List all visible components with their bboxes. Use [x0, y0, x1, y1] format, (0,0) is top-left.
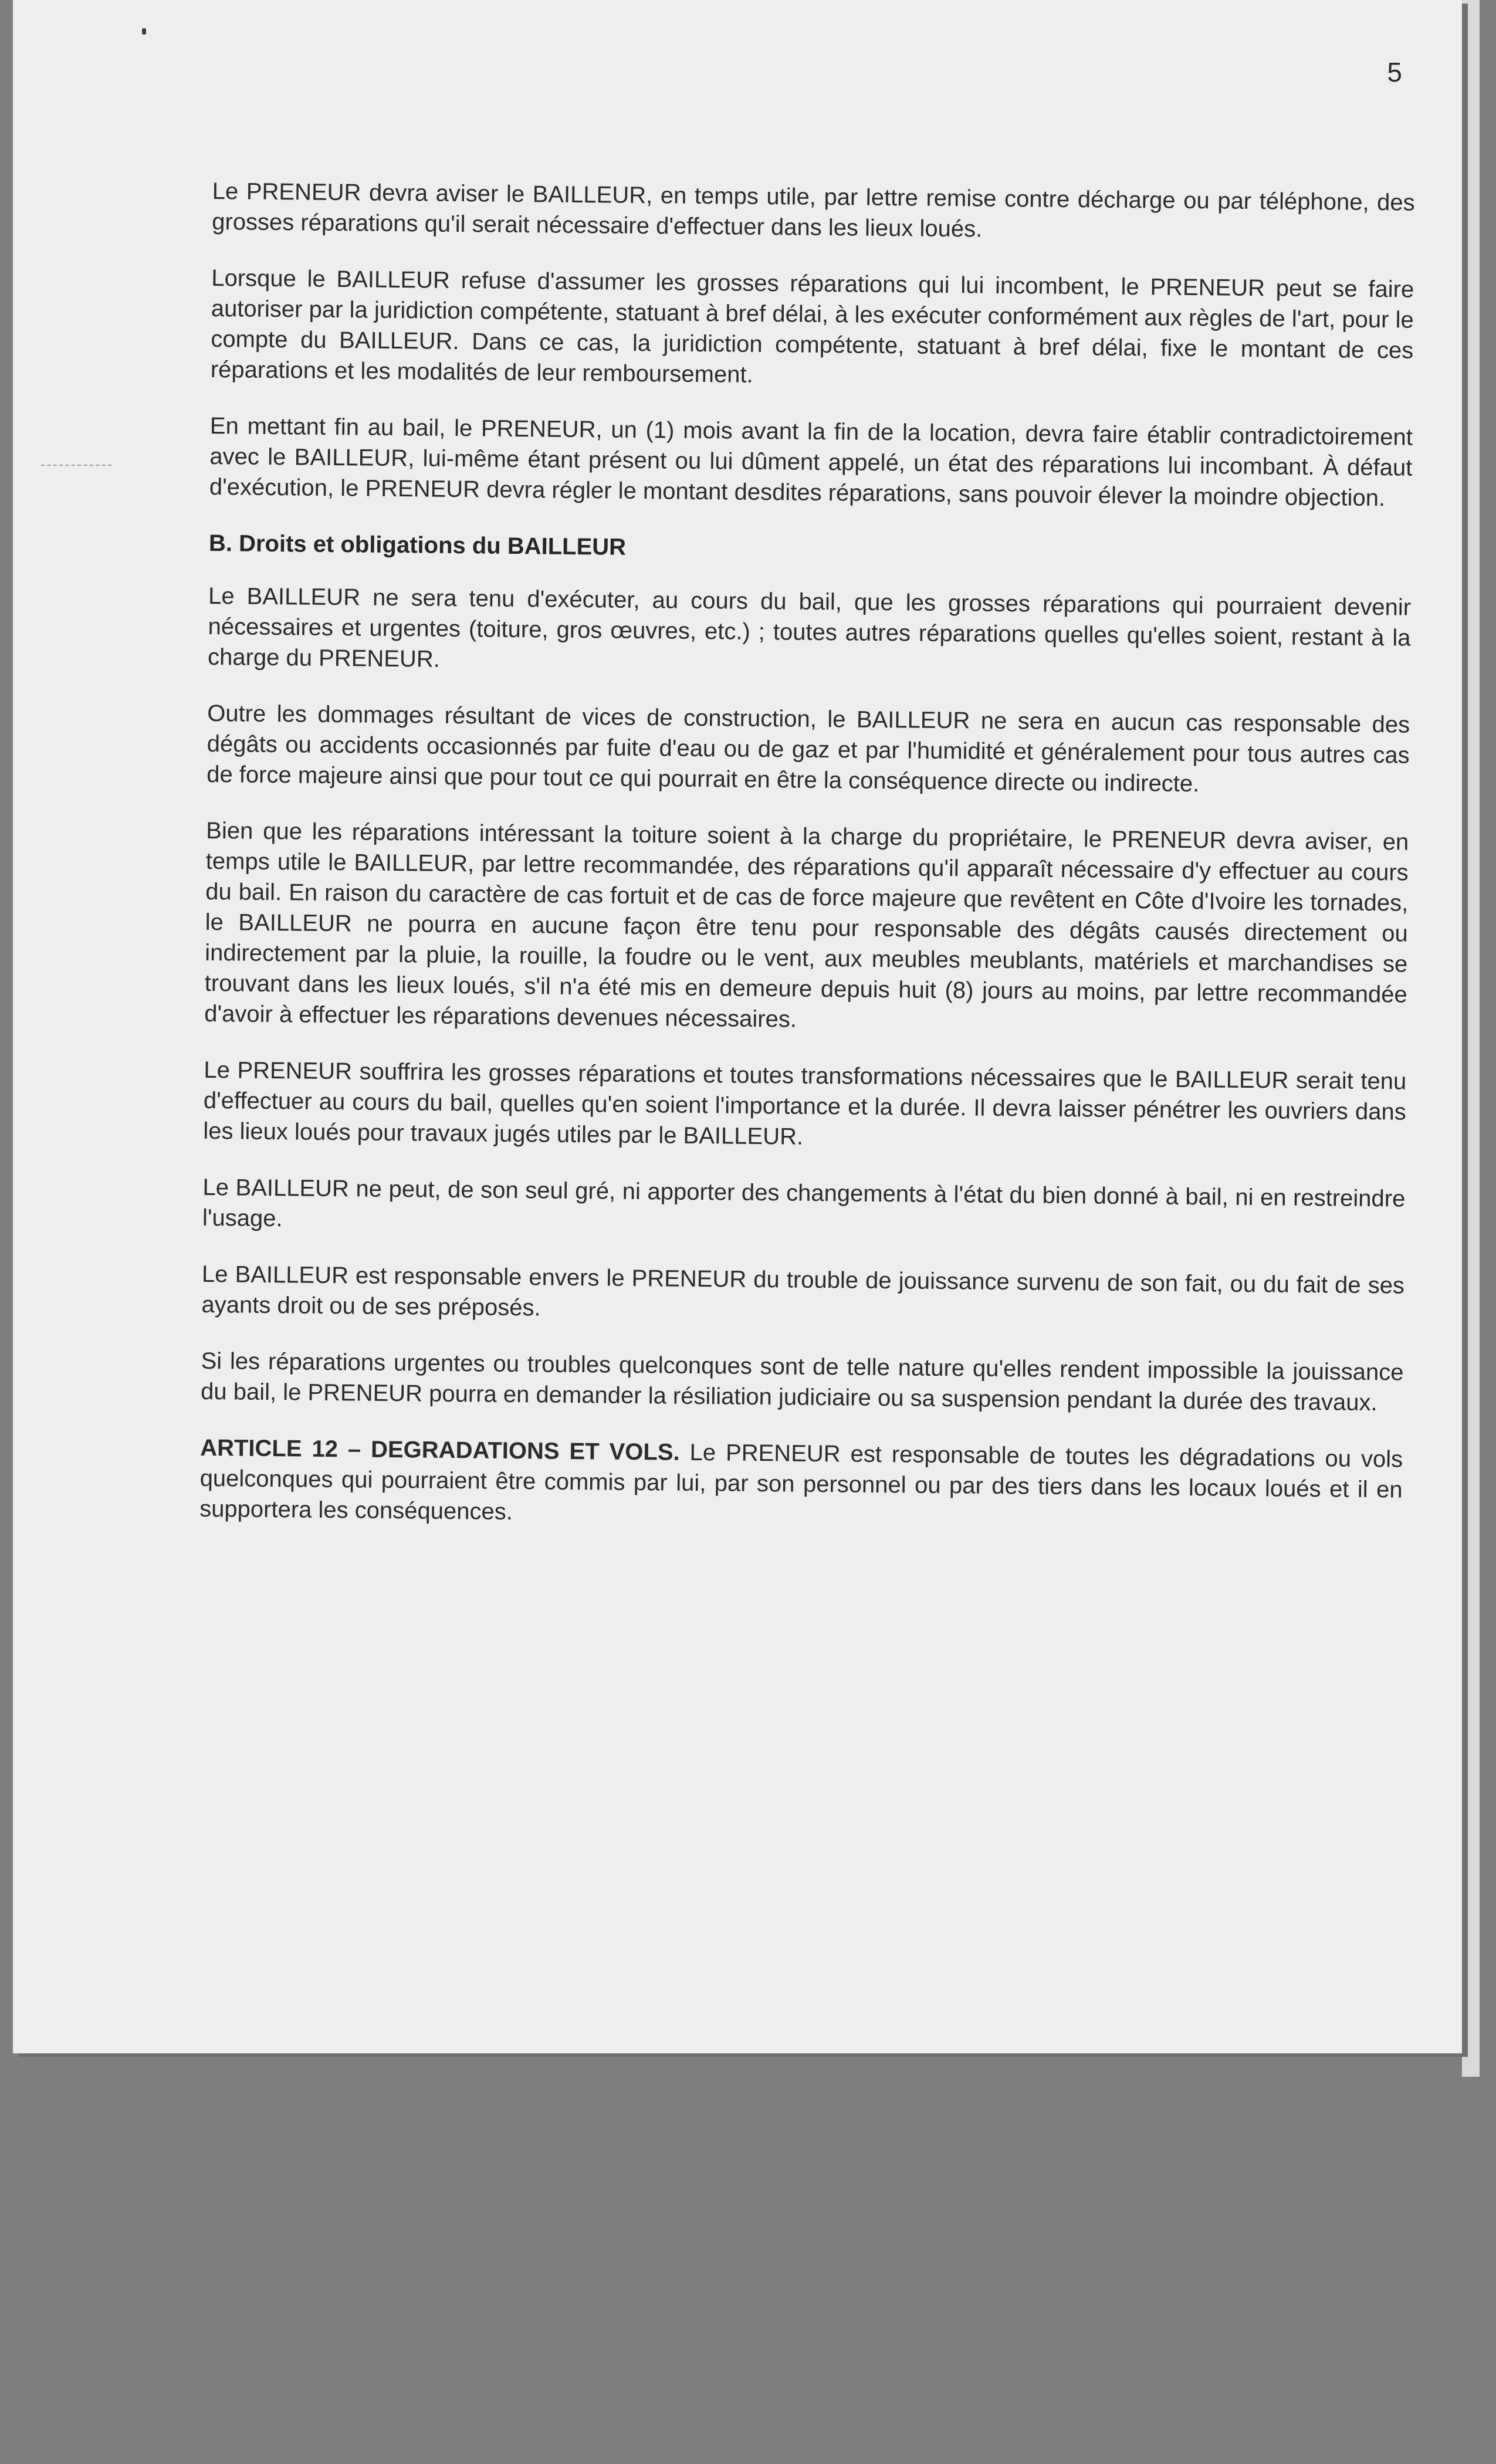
paragraph-refus-bailleur: Lorsque le BAILLEUR refuse d'assumer les grosses réparations qui lui incombent, le PRENEUR peut se faire autoriser par la juridiction compétente, statuant à bref délai, à les exécuter conformément aux règles de l'art, pour le compte du BAILLEUR. Dans ce cas, la juridiction compétente, statuant à bref délai, fixe le montant de ces réparations et les modalités de leur remboursement.	[210, 265, 1414, 388]
paragraph-resiliation: Si les réparations urgentes ou troubles quelconques sont de telle nature qu'elles rendent impossible la jouissance du bail, le PRENEUR pourra en demander la résiliation judiciaire ou sa suspension pendant la durée des travaux.	[200, 1348, 1404, 1416]
article-12-title: ARTICLE 12 – DEGRADATIONS ET VOLS.	[199, 1434, 680, 1465]
paragraph-dommages: Outre les dommages résultant de vices de construction, le BAILLEUR ne sera en aucun cas responsable des dégâts ou accidents occasionnés par fuite d'eau ou de gaz et par l'humidité et généralement pour tous autres cas de force majeure ainsi que pour tout ce qui pourrait en être la conséquence directe ou indirecte.	[206, 700, 1410, 797]
scanned-page	[13, 0, 1462, 2053]
paragraph-preneur-avis: Le PRENEUR devra aviser le BAILLEUR, en temps utile, par lettre remise contre décharge ou par téléphone, des grosses réparations qu'il serait nécessaire d'effectuer dans les lieux loués.	[212, 178, 1415, 242]
paragraph-transformations: Le PRENEUR souffrira les grosses réparations et toutes transformations nécessaires que le BAILLEUR serait tenu d'effectuer au cours du bail, quelles qu'en soient l'importance et la durée. Il devra laisser pénétrer les ouvriers dans les lieux loués pour travaux jugés utiles par le BAILLEUR.	[203, 1057, 1407, 1150]
paper-edge	[1462, 0, 1480, 2077]
scan-speck	[142, 28, 146, 35]
paragraph-fin-bail: En mettant fin au bail, le PRENEUR, un (1) mois avant la fin de la location, devra faire établir contradictoirement avec le BAILLEUR, lui-même étant présent ou lui dûment appelé, un état des réparations lui incombant. À défaut d'exécution, le PRENEUR devra régler le montant desdites réparations, sans pouvoir élever la moindre objection.	[209, 412, 1413, 512]
paragraph-trouble-jouissance: Le BAILLEUR est responsable envers le PRENEUR du trouble de jouissance survenu de son fait, ou du fait de ses ayants droit ou de ses préposés.	[201, 1261, 1405, 1321]
section-b-heading: B. Droits et obligations du BAILLEUR	[208, 530, 627, 560]
paragraph-grosses-reparations: Le BAILLEUR ne sera tenu d'exécuter, au cours du bail, que les grosses réparations qui pourraient devenir nécessaires et urgentes (toiture, gros œuvres, etc.) ; toutes autres réparations quelles qu'elles soient, restant à la charge du PRENEUR.	[207, 583, 1412, 672]
paragraph-toiture: Bien que les réparations intéressant la toiture soient à la charge du propriétaire, le PRENEUR devra aviser, en temps utile le BAILLEUR, par lettre recommandée, des réparations qu'il apparaît nécessaire d'y effectuer au cours du bail. En raison du caractère de cas fortuit et de cas de force majeure que revêtent en Côte d'Ivoire les tornades, le BAILLEUR ne pourra en aucune façon être tenu pour responsable des dégâts causés directement ou indirectement par la pluie, la rouille, la foudre ou le vent, aux meubles meublants, matériels et marchandises se trouvant dans les lieux loués, s'il n'a été mis en demeure depuis huit (8) jours au moins, par lettre recommandée d'avoir à effectuer les réparations devenues nécessaires.	[204, 817, 1409, 1033]
paragraph-changements: Le BAILLEUR ne peut, de son seul gré, ni apporter des changements à l'état du bien donné à bail, ni en restreindre l'usage.	[202, 1174, 1406, 1232]
page-number: 5	[1387, 57, 1402, 87]
article-12-text: Le PRENEUR est responsable de toutes les dégradations ou vols quelconques qui pourraient être commis par lui, par son personnel ou par des tiers dans les locaux loués et il en supportera les conséquences.	[199, 1439, 1403, 1525]
article-12	[199, 1433, 1403, 1536]
stray-pen-mark	[41, 465, 111, 467]
document-body	[199, 176, 1415, 1562]
